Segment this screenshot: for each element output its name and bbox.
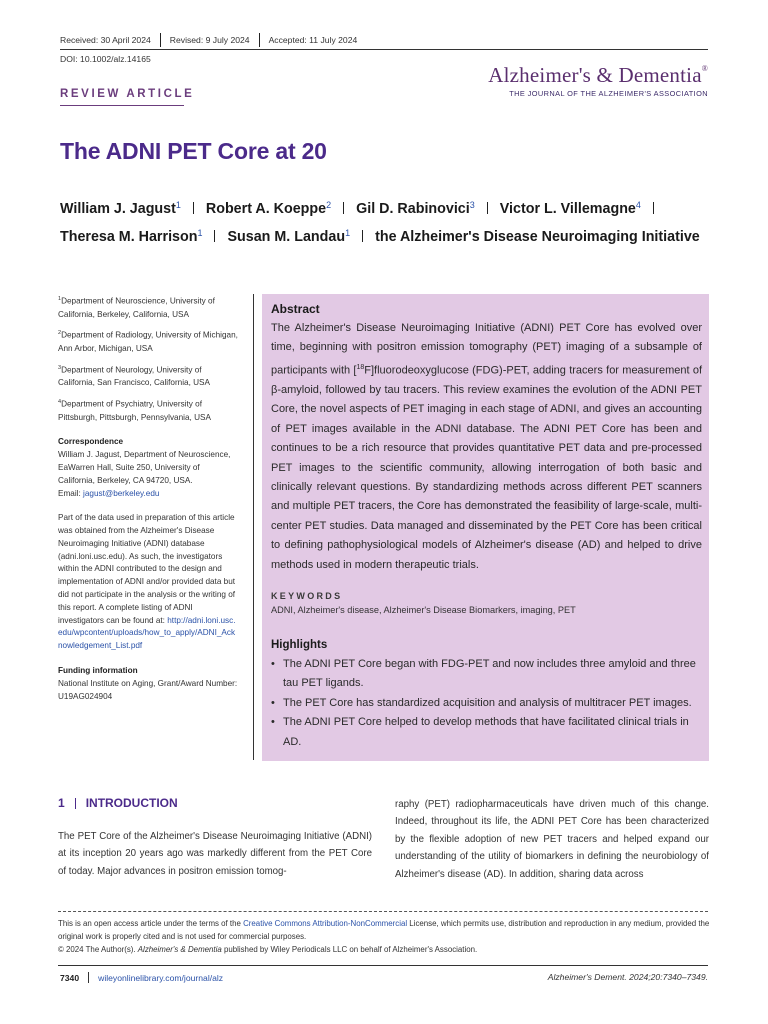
funding — [58, 665, 238, 703]
adni-acknowledgement-link[interactable]: http://adni.loni.usc.edu/wpcontent/uploads/how_to_apply/ADNI_Acknowledgement_List.pdf — [58, 615, 236, 651]
correspondence-email: Email: jagust@berkeley.edu — [58, 488, 160, 498]
data-note — [58, 512, 238, 653]
divider — [88, 972, 89, 983]
author[interactable]: Susan M. Landau$^1$ — [227, 228, 351, 245]
author[interactable]: Victor L. Villemagne$^4$ — [499, 200, 641, 217]
footnote-divider — [58, 911, 708, 912]
copyright-text: © 2024 The Author(s). Alzheimer's & Dementia published by Wiley Periodicals LLC on behalf of Alzheimer's Association. — [58, 944, 478, 954]
column-divider — [253, 294, 254, 760]
section-title: INTRODUCTION — [85, 796, 178, 810]
article-type: REVIEW ARTICLE — [60, 88, 195, 100]
highlight-item: • The ADNI PET Core began with FDG-PET and now includes three amyloid and three tau PET ligands. — [283, 655, 702, 694]
sidebar-info — [58, 293, 238, 703]
divider — [160, 33, 161, 47]
keywords-list: ADNI, Alzheimer's disease, Alzheimer's Disease Biomarkers, imaging, PET — [271, 604, 576, 615]
page-footer — [60, 972, 223, 983]
funding-heading: Funding information — [58, 666, 138, 676]
affiliation: $^2$Department of Radiology, University of Michigan, Ann Arbor, Michigan, USA — [58, 330, 238, 353]
accepted-date: Accepted: 11 July 2024 — [268, 35, 358, 45]
highlight-item: • The PET Core has standardized acquisition and analysis of multitracer PET images. — [283, 694, 702, 713]
intro-text-left: The PET Core of the Alzheimer's Disease Neuroimaging Initiative (ADNI) at its inception 20 years ago was markedly different from the PET Core of today. Major advances in positron emission tomog- — [58, 831, 372, 877]
affiliation: $^3$Department of Neurology, University of California, San Francisco, California, USA — [58, 364, 210, 388]
funding-text: National Institute on Aging, Grant/Award Number: U19AG024904 — [58, 678, 238, 701]
abstract-box — [262, 294, 709, 761]
divider — [259, 33, 260, 47]
journal-subtitle: THE JOURNAL OF THE ALZHEIMER'S ASSOCIATION — [509, 89, 708, 98]
license-link[interactable]: Creative Commons Attribution-NonCommercial — [243, 919, 408, 928]
affiliation: $^4$Department of Psychiatry, University of Pittsburgh, Pittsburgh, Pennsylvania, USA — [58, 398, 211, 422]
citation: Alzheimer's Dement. 2024;20:7340–7349. — [547, 972, 708, 982]
divider — [75, 798, 76, 809]
abstract-heading: Abstract — [271, 302, 320, 316]
footer-rule — [58, 965, 708, 966]
author-list — [60, 193, 710, 249]
divider — [214, 230, 215, 242]
doi[interactable]: DOI: 10.1002/alz.14165 — [60, 54, 151, 64]
divider — [487, 202, 488, 214]
data-note-text: Part of the data used in preparation of this article was obtained from the Alzheimer's Disease Neuroimaging Initiative (ADNI) database (adni.loni.usc.edu). As such, the investigators within the ADNI contributed to the design and implementation of ADNI and/or provided data but did not participate in the analysis or the writing of this report. A complete listing of ADNI investigators can be found at: — [58, 513, 236, 625]
divider — [653, 202, 654, 214]
author-group[interactable]: the Alzheimer's Disease Neuroimaging Initiative — [375, 229, 700, 245]
journal-name: Alzheimer's & Dementia® — [488, 63, 708, 87]
journal-logo[interactable] — [488, 63, 708, 98]
author[interactable]: Theresa M. Harrison$^1$ — [60, 228, 203, 245]
received-date: Received: 30 April 2024 — [60, 35, 151, 45]
keywords-heading: KEYWORDS — [271, 590, 343, 601]
highlights-list — [271, 655, 702, 752]
highlights-heading: Highlights — [271, 638, 328, 651]
license-text: This is an open access article under the terms of the Creative Commons Attribution-NonCommercial License, which permits use, distribution and reproduction in any medium, provided the original work is properly cited and is not used for commercial purposes. — [58, 919, 710, 941]
page-number: 7340 — [60, 972, 80, 983]
license-footnote — [58, 918, 710, 956]
affiliation: $^1$Department of Neuroscience, University of California, Berkeley, California, USA — [58, 296, 215, 319]
correspondence — [58, 436, 238, 500]
highlight-item: • The ADNI PET Core helped to develop methods that have facilitated clinical trials in AD. — [283, 713, 702, 752]
divider — [193, 202, 194, 214]
journal-url-link[interactable]: wileyonlinelibrary.com/journal/alz — [98, 972, 224, 983]
correspondence-address: William J. Jagust, Department of Neuroscience, EaWarren Hall, Suite 250, University of California, Berkeley, CA 94720, USA. — [58, 450, 231, 485]
intro-text-right: raphy (PET) radiopharmaceuticals have driven much of this change. Indeed, throughout its life, the ADNI PET Core has been characterized by the flexible adoption of new PET tracers and helped expand our understanding of the utility of biomarkers in defining the neurobiology of Alzheimer's disease (AD). In addition, sharing data across — [395, 799, 709, 880]
abstract-text: The Alzheimer's Disease Neuroimaging Initiative (ADNI) PET Core has evolved over time, beginning with positron emission tomography (PET) imaging of a subsample of participants with [$^{18}$F]fluorodeoxyglucose (FDG)-PET, adding tracers for measurement of β-amyloid, followed by tau tracers. This review examines the evolution of the ADNI PET Core, the novel aspects of PET imaging in each stage of ADNI, and gives an accounting of PET images available in the ADNI database. The ADNI PET Core has been and continues to be a rich resource that provides quantitative PET data and pre-processed PET images to the scientific community, allowing interrogation of both basic and clinically relevant questions. By standardizing methods across different PET scanners and multiple PET tracers, the Core has demonstrated the feasibility of large-scale, multi-center PET studies. Data managed and disseminated by the PET Core has been critical to defining pathophysiological models of Alzheimer's disease (AD) and helped to drive methods used in modern therapeutic trials. — [271, 322, 703, 571]
author[interactable]: William J. Jagust$^1$ — [60, 200, 181, 217]
article-type-underline — [60, 105, 184, 106]
section-number: 1 — [58, 796, 65, 810]
article-title: The ADNI PET Core at 20 — [60, 138, 327, 164]
divider — [362, 230, 363, 242]
revised-date: Revised: 9 July 2024 — [169, 35, 250, 45]
author[interactable]: Gil D. Rabinovici$^3$ — [356, 200, 475, 217]
publication-dates — [60, 33, 357, 47]
email-link[interactable]: jagust@berkeley.edu — [83, 488, 160, 498]
author[interactable]: Robert A. Koeppe$^2$ — [205, 200, 332, 217]
divider — [343, 202, 344, 214]
header-rule — [60, 49, 708, 50]
section-heading-introduction — [58, 796, 178, 810]
correspondence-heading: Correspondence — [58, 437, 124, 447]
